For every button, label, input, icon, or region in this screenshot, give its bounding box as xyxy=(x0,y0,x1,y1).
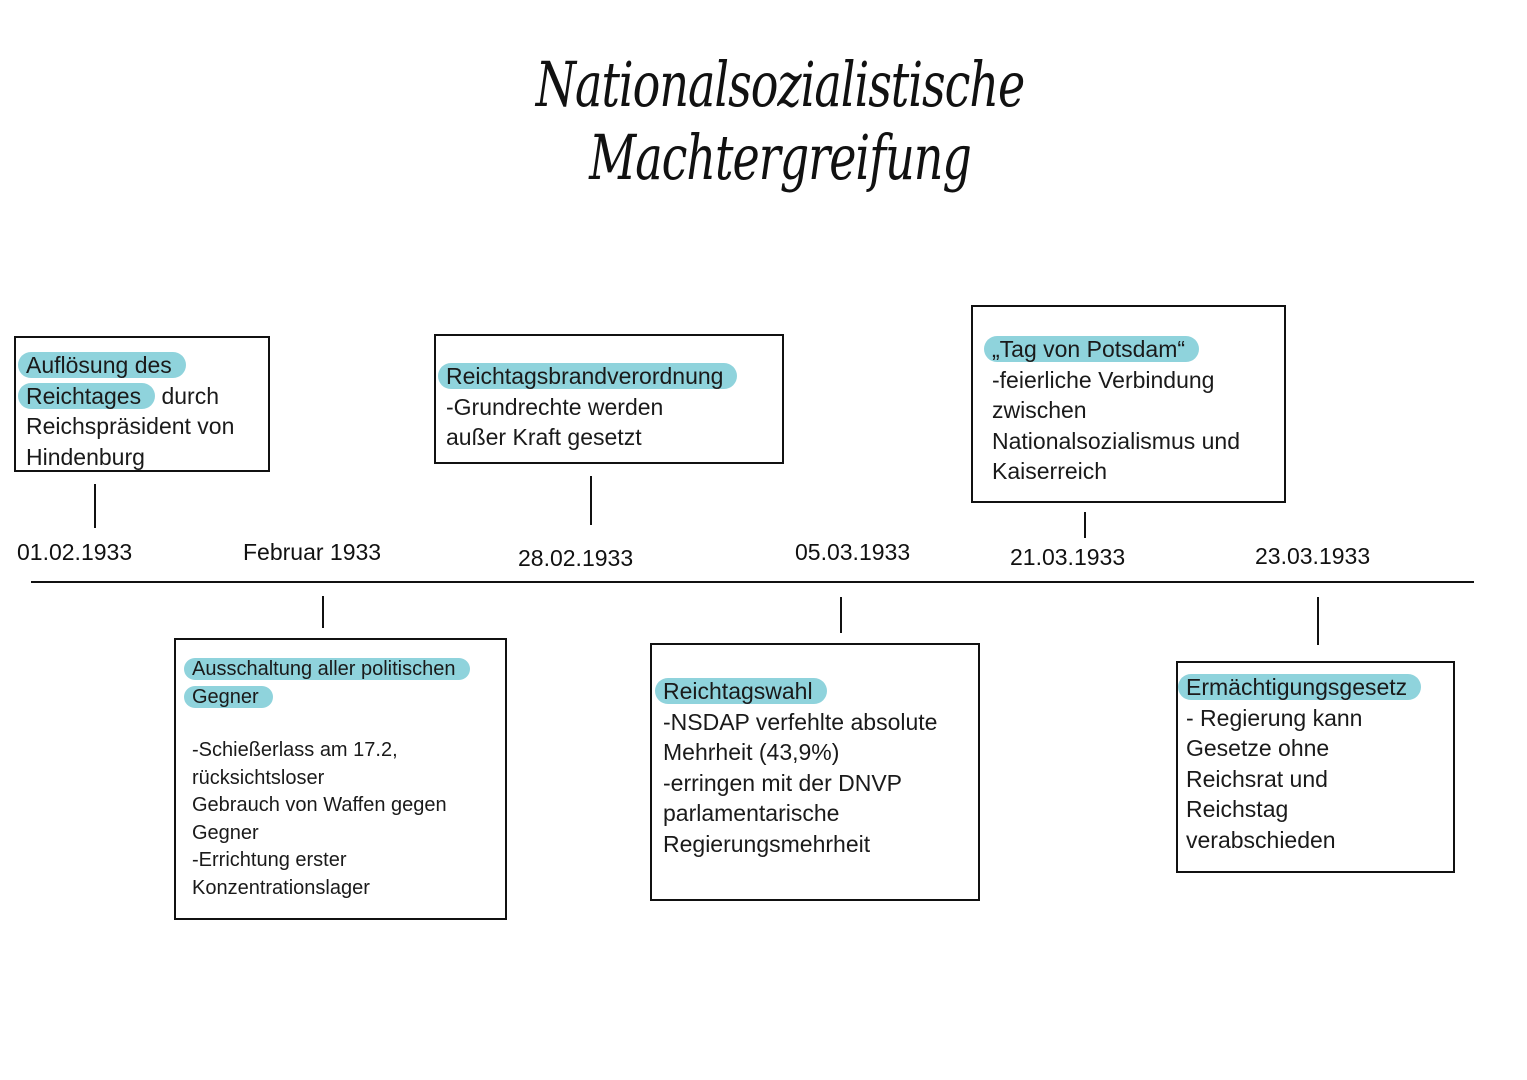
tick-e4 xyxy=(840,597,842,633)
event-body-line: Konzentrationslager xyxy=(192,876,370,899)
date-e2: Februar 1933 xyxy=(243,539,382,565)
event-body-line: Gesetze ohne xyxy=(1186,735,1330,761)
event-body-line: -Grundrechte werden xyxy=(446,393,664,420)
date-e1: 01.02.1933 xyxy=(17,539,133,565)
date-e4: 05.03.1933 xyxy=(795,539,911,565)
tick-e2 xyxy=(322,596,324,628)
event-body-line: Nationalsozialismus und xyxy=(992,427,1241,454)
event-body-line: -feierliche Verbindung xyxy=(992,366,1215,393)
event-body-line: parlamentarische xyxy=(663,800,840,826)
timeline-axis xyxy=(31,581,1474,583)
tick-e3 xyxy=(590,476,592,525)
event-body-line: Reichstag xyxy=(1186,796,1289,822)
event-body-line: zwischen xyxy=(992,397,1087,423)
event-body-line: Reichspräsident von xyxy=(26,413,235,439)
event-heading-e2-line1: Ausschaltung aller politischen xyxy=(184,658,470,680)
event-heading-e1-line1: Auflösung des xyxy=(18,352,186,378)
event-body-line: Gebrauch von Waffen gegen xyxy=(192,794,447,816)
event-box-e6 xyxy=(1176,661,1455,873)
event-body-line: -NSDAP verfehlte absolute xyxy=(663,708,938,735)
event-body-line: Hindenburg xyxy=(26,443,145,470)
date-e3: 28.02.1933 xyxy=(518,545,634,571)
date-e5: 21.03.1933 xyxy=(1010,544,1126,570)
event-heading-e4: Reichtagswahl xyxy=(655,678,827,704)
event-body-line: Reichsrat und xyxy=(1186,765,1328,792)
event-heading-e1-line2: Reichtages xyxy=(18,383,155,409)
event-heading-e5: „Tag von Potsdam“ xyxy=(984,336,1199,362)
tick-e1 xyxy=(94,484,96,528)
event-body-line: Regierungsmehrheit xyxy=(663,830,871,857)
tick-e6 xyxy=(1317,597,1319,645)
event-body-line: verabschieden xyxy=(1186,826,1336,853)
event-body-line: Mehrheit (43,9%) xyxy=(663,739,840,765)
event-body-line: Gegner xyxy=(192,821,259,844)
event-heading-e2-line2: Gegner xyxy=(184,686,273,708)
event-body-line: - Regierung kann xyxy=(1186,704,1363,731)
event-heading-e1-tail: durch xyxy=(155,382,220,409)
tick-e5 xyxy=(1084,512,1086,538)
event-box-e5 xyxy=(971,305,1286,503)
event-box-e3 xyxy=(434,334,784,464)
event-box-e1 xyxy=(14,336,270,472)
event-body-line: Kaiserreich xyxy=(992,458,1108,484)
event-box-e2 xyxy=(174,638,507,920)
event-body-line: -Schießerlass am 17.2, xyxy=(192,739,398,761)
event-heading-e6: Ermächtigungsgesetz xyxy=(1178,674,1421,700)
event-body-line: -Errichtung erster xyxy=(192,849,347,871)
page-title: Nationalsozialistische Machtergreifung xyxy=(535,48,1025,194)
event-box-e4 xyxy=(650,643,980,901)
event-body-line: außer Kraft gesetzt xyxy=(446,424,642,450)
date-e6: 23.03.1933 xyxy=(1255,543,1371,569)
event-body-line: rücksichtsloser xyxy=(192,766,325,789)
event-body-line: -erringen mit der DNVP xyxy=(663,769,903,796)
event-heading-e3: Reichtagsbrandverordnung xyxy=(438,363,737,389)
